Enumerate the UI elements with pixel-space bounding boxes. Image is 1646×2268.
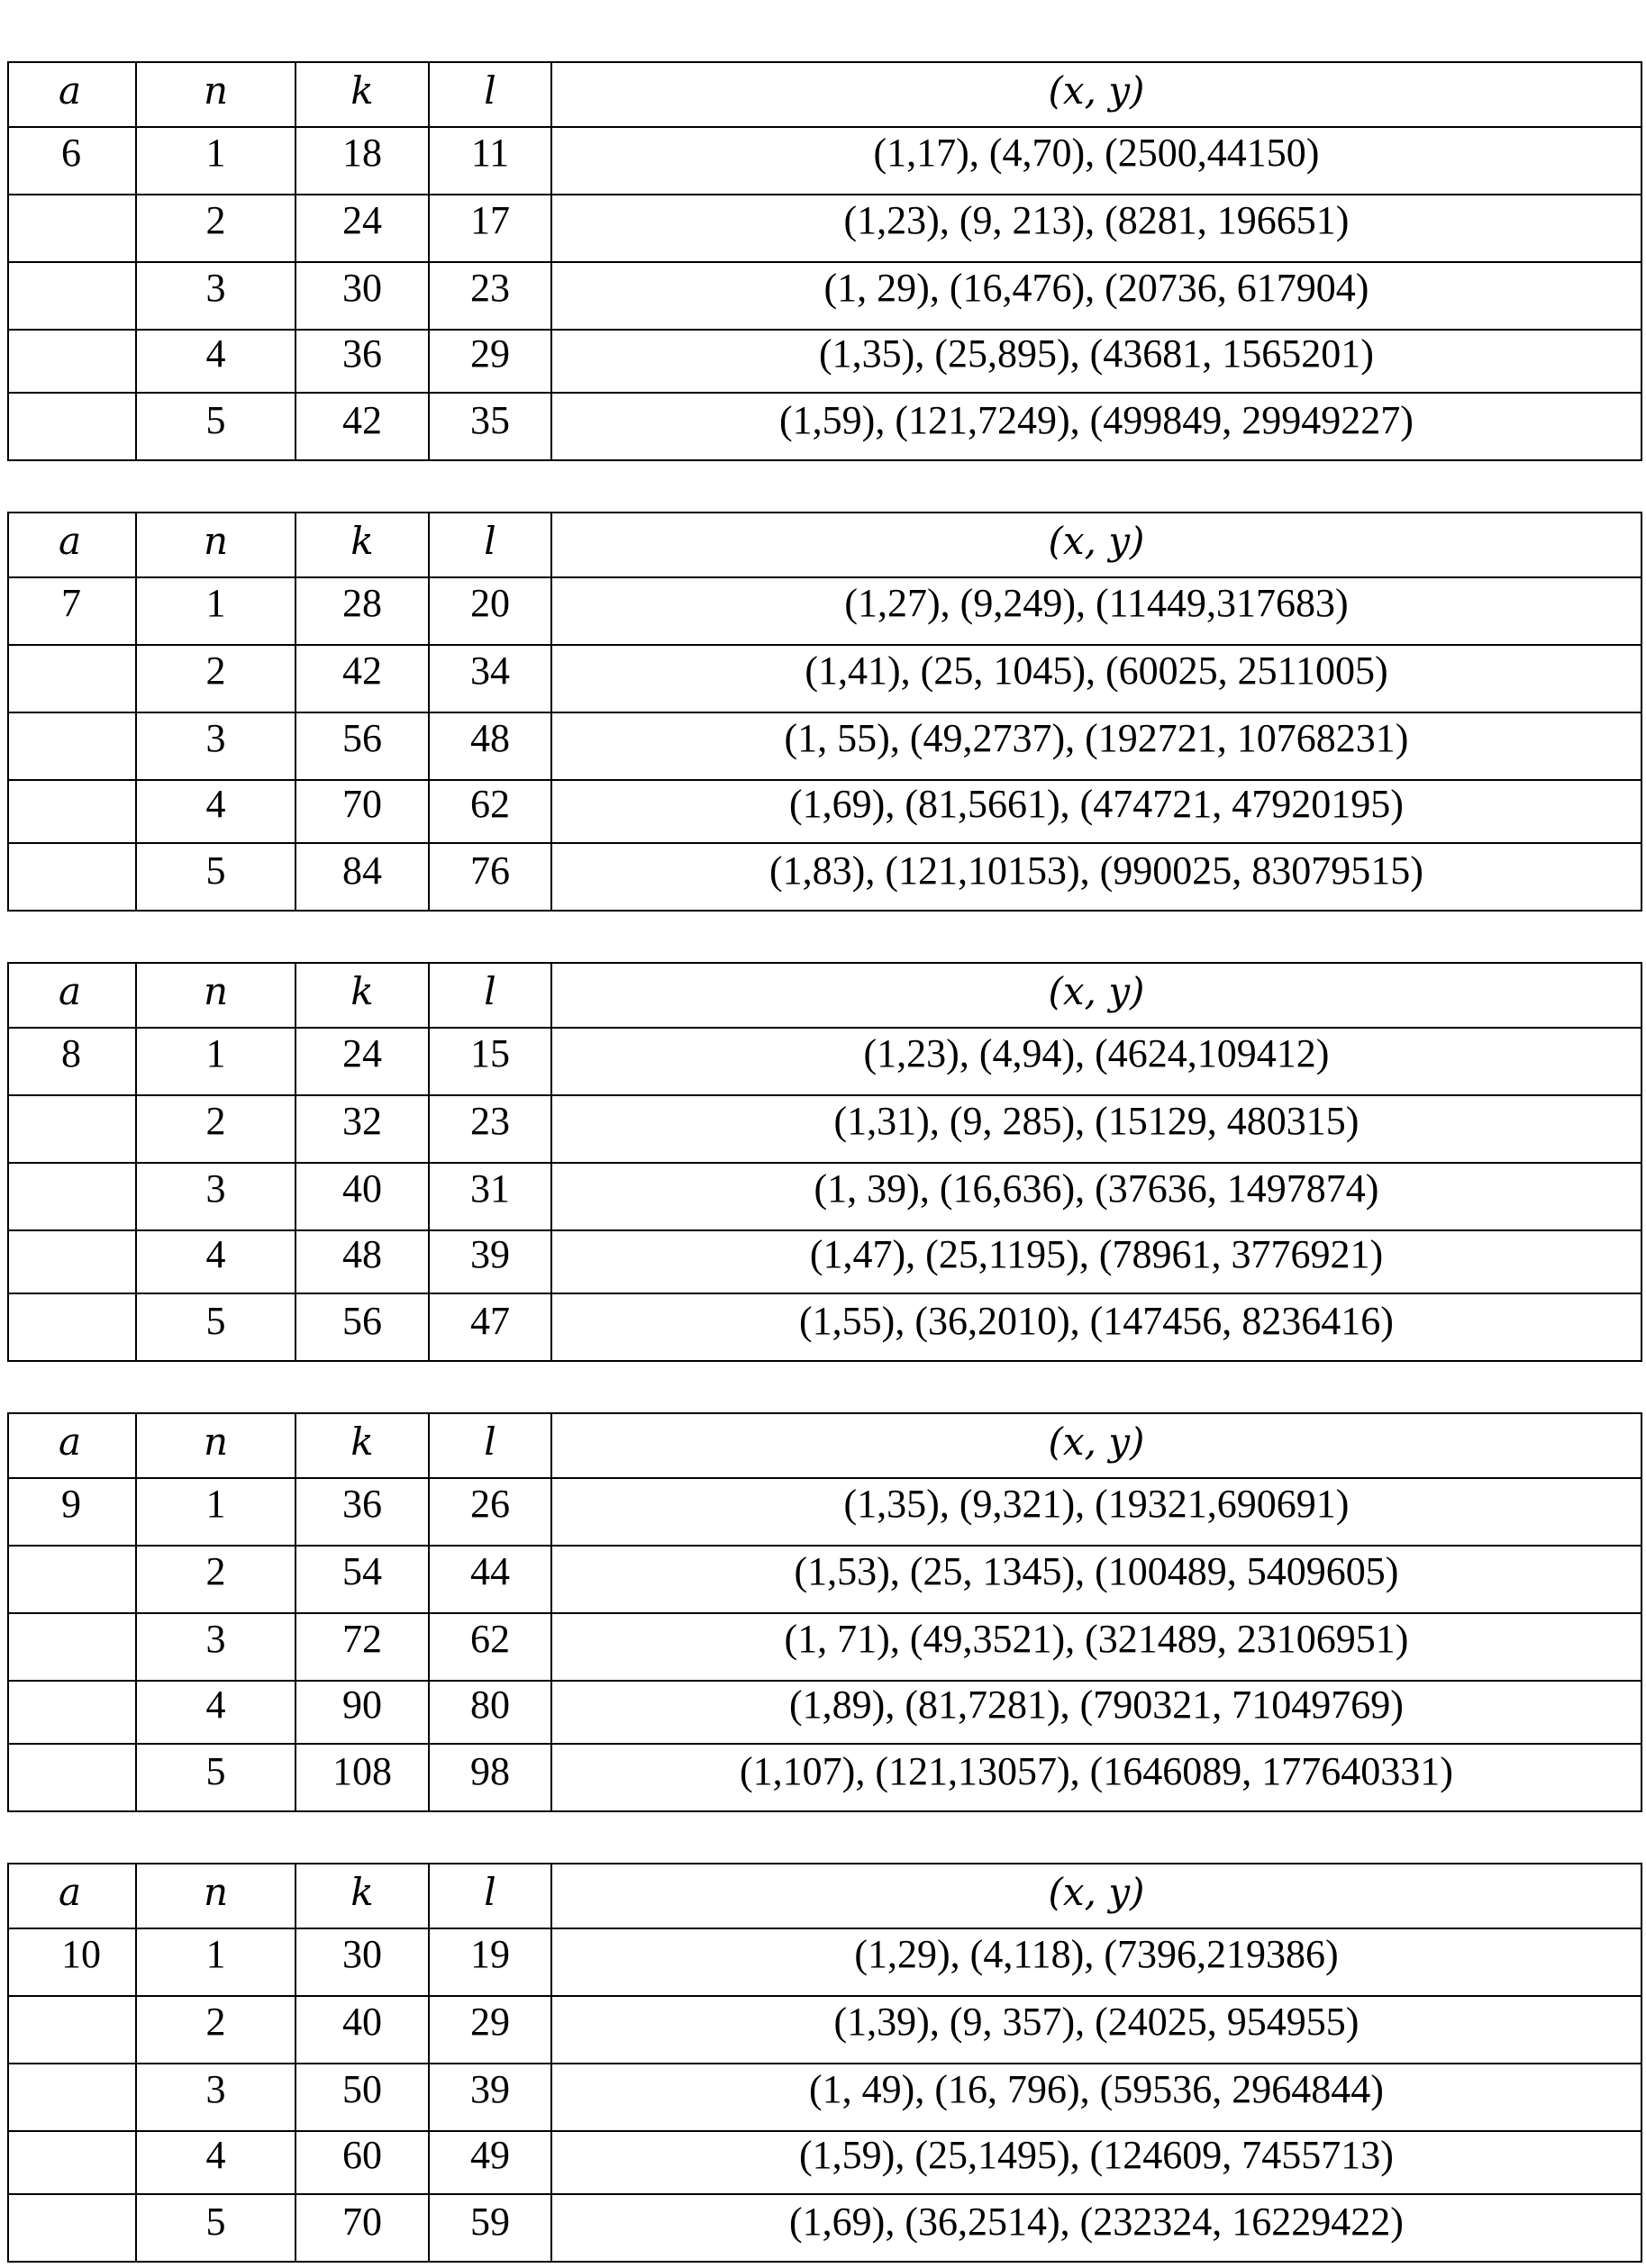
xy-value: (1,27), (9,249), (11449,317683) bbox=[551, 577, 1641, 645]
n-value: 3 bbox=[136, 2064, 296, 2131]
k-value: 18 bbox=[296, 127, 429, 195]
table-row bbox=[8, 1028, 1641, 1095]
k-value: 90 bbox=[296, 1681, 429, 1744]
l-value: 80 bbox=[429, 1681, 551, 1744]
xy-value: (1,89), (81,7281), (790321, 71049769) bbox=[551, 1681, 1641, 1744]
a-value: 7 bbox=[8, 577, 136, 645]
k-value: 56 bbox=[296, 712, 429, 780]
header-n: n bbox=[136, 1864, 296, 1928]
table-row bbox=[8, 262, 1641, 330]
a-empty bbox=[8, 1230, 136, 1293]
xy-value: (1,69), (36,2514), (232324, 16229422) bbox=[551, 2194, 1641, 2262]
n-value: 5 bbox=[136, 393, 296, 460]
k-value: 48 bbox=[296, 1230, 429, 1293]
l-value: 47 bbox=[429, 1293, 551, 1361]
n-value: 2 bbox=[136, 645, 296, 712]
a-empty bbox=[8, 1613, 136, 1681]
table-row bbox=[8, 843, 1641, 911]
l-value: 15 bbox=[429, 1028, 551, 1095]
header-n: n bbox=[136, 513, 296, 577]
n-value: 4 bbox=[136, 2131, 296, 2194]
table-row bbox=[8, 1095, 1641, 1163]
n-value: 3 bbox=[136, 262, 296, 330]
l-value: 29 bbox=[429, 1996, 551, 2064]
a-value: 10 bbox=[8, 1928, 136, 1996]
l-value: 49 bbox=[429, 2131, 551, 2194]
k-value: 84 bbox=[296, 843, 429, 911]
l-value: 19 bbox=[429, 1928, 551, 1996]
a-empty bbox=[8, 1744, 136, 1811]
k-value: 54 bbox=[296, 1546, 429, 1613]
k-value: 70 bbox=[296, 780, 429, 843]
header-k: k bbox=[296, 1413, 429, 1478]
table-row bbox=[8, 1293, 1641, 1361]
table-row bbox=[8, 1478, 1641, 1546]
n-value: 3 bbox=[136, 712, 296, 780]
a-empty bbox=[8, 2064, 136, 2131]
l-value: 48 bbox=[429, 712, 551, 780]
solutions-table-a7 bbox=[7, 512, 1642, 912]
k-value: 72 bbox=[296, 1613, 429, 1681]
a-empty bbox=[8, 1546, 136, 1613]
l-value: 23 bbox=[429, 1095, 551, 1163]
l-value: 23 bbox=[429, 262, 551, 330]
a-empty bbox=[8, 1996, 136, 2064]
header-k: k bbox=[296, 513, 429, 577]
a-empty bbox=[8, 2194, 136, 2262]
header-row bbox=[8, 62, 1641, 127]
xy-value: (1,59), (121,7249), (499849, 29949227) bbox=[551, 393, 1641, 460]
n-value: 3 bbox=[136, 1613, 296, 1681]
solutions-table-a6 bbox=[7, 61, 1642, 461]
k-value: 28 bbox=[296, 577, 429, 645]
header-a: a bbox=[8, 62, 136, 127]
k-value: 24 bbox=[296, 195, 429, 262]
n-value: 2 bbox=[136, 1546, 296, 1613]
n-value: 5 bbox=[136, 2194, 296, 2262]
header-k: k bbox=[296, 1864, 429, 1928]
header-a: a bbox=[8, 1864, 136, 1928]
k-value: 108 bbox=[296, 1744, 429, 1811]
l-value: 44 bbox=[429, 1546, 551, 1613]
xy-value: (1,107), (121,13057), (1646089, 177640331) bbox=[551, 1744, 1641, 1811]
xy-value: (1,83), (121,10153), (990025, 83079515) bbox=[551, 843, 1641, 911]
l-value: 62 bbox=[429, 1613, 551, 1681]
l-value: 35 bbox=[429, 393, 551, 460]
l-value: 29 bbox=[429, 330, 551, 393]
table-row bbox=[8, 1546, 1641, 1613]
table-row bbox=[8, 712, 1641, 780]
table-row bbox=[8, 577, 1641, 645]
table-row bbox=[8, 127, 1641, 195]
header-row bbox=[8, 963, 1641, 1028]
solutions-table-a10 bbox=[7, 1863, 1642, 2263]
k-value: 36 bbox=[296, 330, 429, 393]
a-empty bbox=[8, 1681, 136, 1744]
header-l: l bbox=[429, 62, 551, 127]
k-value: 42 bbox=[296, 393, 429, 460]
table-row bbox=[8, 330, 1641, 393]
solutions-table-a8 bbox=[7, 962, 1642, 1362]
header-xy: (x, y) bbox=[551, 62, 1641, 127]
table-row bbox=[8, 393, 1641, 460]
l-value: 39 bbox=[429, 2064, 551, 2131]
table-row bbox=[8, 1928, 1641, 1996]
header-a: a bbox=[8, 513, 136, 577]
n-value: 1 bbox=[136, 1478, 296, 1546]
k-value: 42 bbox=[296, 645, 429, 712]
xy-value: (1, 71), (49,3521), (321489, 23106951) bbox=[551, 1613, 1641, 1681]
table-row bbox=[8, 1230, 1641, 1293]
xy-value: (1,35), (25,895), (43681, 1565201) bbox=[551, 330, 1641, 393]
l-value: 59 bbox=[429, 2194, 551, 2262]
n-value: 3 bbox=[136, 1163, 296, 1230]
xy-value: (1,59), (25,1495), (124609, 7455713) bbox=[551, 2131, 1641, 2194]
l-value: 26 bbox=[429, 1478, 551, 1546]
a-empty bbox=[8, 262, 136, 330]
xy-value: (1,39), (9, 357), (24025, 954955) bbox=[551, 1996, 1641, 2064]
a-empty bbox=[8, 330, 136, 393]
table-row bbox=[8, 645, 1641, 712]
table-row bbox=[8, 2194, 1641, 2262]
header-row bbox=[8, 1413, 1641, 1478]
n-value: 4 bbox=[136, 330, 296, 393]
xy-value: (1,55), (36,2010), (147456, 8236416) bbox=[551, 1293, 1641, 1361]
a-value: 9 bbox=[8, 1478, 136, 1546]
xy-value: (1,53), (25, 1345), (100489, 5409605) bbox=[551, 1546, 1641, 1613]
xy-value: (1, 29), (16,476), (20736, 617904) bbox=[551, 262, 1641, 330]
xy-value: (1,69), (81,5661), (474721, 47920195) bbox=[551, 780, 1641, 843]
l-value: 98 bbox=[429, 1744, 551, 1811]
k-value: 32 bbox=[296, 1095, 429, 1163]
a-empty bbox=[8, 2131, 136, 2194]
header-a: a bbox=[8, 1413, 136, 1478]
a-empty bbox=[8, 645, 136, 712]
l-value: 17 bbox=[429, 195, 551, 262]
l-value: 20 bbox=[429, 577, 551, 645]
n-value: 4 bbox=[136, 1230, 296, 1293]
table-row bbox=[8, 1744, 1641, 1811]
table-row bbox=[8, 1613, 1641, 1681]
header-n: n bbox=[136, 62, 296, 127]
xy-value: (1,29), (4,118), (7396,219386) bbox=[551, 1928, 1641, 1996]
k-value: 50 bbox=[296, 2064, 429, 2131]
k-value: 40 bbox=[296, 1163, 429, 1230]
n-value: 4 bbox=[136, 780, 296, 843]
l-value: 31 bbox=[429, 1163, 551, 1230]
header-k: k bbox=[296, 62, 429, 127]
xy-value: (1,17), (4,70), (2500,44150) bbox=[551, 127, 1641, 195]
header-l: l bbox=[429, 963, 551, 1028]
header-xy: (x, y) bbox=[551, 963, 1641, 1028]
table-row bbox=[8, 1163, 1641, 1230]
n-value: 1 bbox=[136, 127, 296, 195]
xy-value: (1, 39), (16,636), (37636, 1497874) bbox=[551, 1163, 1641, 1230]
n-value: 1 bbox=[136, 577, 296, 645]
xy-value: (1,41), (25, 1045), (60025, 2511005) bbox=[551, 645, 1641, 712]
n-value: 1 bbox=[136, 1028, 296, 1095]
header-k: k bbox=[296, 963, 429, 1028]
l-value: 76 bbox=[429, 843, 551, 911]
a-value: 6 bbox=[8, 127, 136, 195]
a-empty bbox=[8, 1095, 136, 1163]
a-empty bbox=[8, 780, 136, 843]
n-value: 2 bbox=[136, 1095, 296, 1163]
a-empty bbox=[8, 712, 136, 780]
table-row bbox=[8, 780, 1641, 843]
xy-value: (1, 55), (49,2737), (192721, 10768231) bbox=[551, 712, 1641, 780]
header-xy: (x, y) bbox=[551, 1413, 1641, 1478]
header-l: l bbox=[429, 513, 551, 577]
header-n: n bbox=[136, 1413, 296, 1478]
n-value: 2 bbox=[136, 195, 296, 262]
table-row bbox=[8, 2131, 1641, 2194]
header-xy: (x, y) bbox=[551, 1864, 1641, 1928]
n-value: 4 bbox=[136, 1681, 296, 1744]
k-value: 24 bbox=[296, 1028, 429, 1095]
xy-value: (1,47), (25,1195), (78961, 3776921) bbox=[551, 1230, 1641, 1293]
l-value: 11 bbox=[429, 127, 551, 195]
k-value: 36 bbox=[296, 1478, 429, 1546]
table-row bbox=[8, 1996, 1641, 2064]
header-n: n bbox=[136, 963, 296, 1028]
xy-value: (1,23), (4,94), (4624,109412) bbox=[551, 1028, 1641, 1095]
xy-value: (1, 49), (16, 796), (59536, 2964844) bbox=[551, 2064, 1641, 2131]
header-row bbox=[8, 1864, 1641, 1928]
l-value: 62 bbox=[429, 780, 551, 843]
xy-value: (1,31), (9, 285), (15129, 480315) bbox=[551, 1095, 1641, 1163]
a-empty bbox=[8, 393, 136, 460]
a-empty bbox=[8, 1163, 136, 1230]
n-value: 5 bbox=[136, 1293, 296, 1361]
n-value: 5 bbox=[136, 843, 296, 911]
k-value: 70 bbox=[296, 2194, 429, 2262]
xy-value: (1,23), (9, 213), (8281, 196651) bbox=[551, 195, 1641, 262]
table-row bbox=[8, 1681, 1641, 1744]
table-row bbox=[8, 195, 1641, 262]
a-empty bbox=[8, 195, 136, 262]
n-value: 5 bbox=[136, 1744, 296, 1811]
header-xy: (x, y) bbox=[551, 513, 1641, 577]
l-value: 34 bbox=[429, 645, 551, 712]
n-value: 2 bbox=[136, 1996, 296, 2064]
header-row bbox=[8, 513, 1641, 577]
n-value: 1 bbox=[136, 1928, 296, 1996]
header-l: l bbox=[429, 1413, 551, 1478]
a-empty bbox=[8, 1293, 136, 1361]
solutions-table-a9 bbox=[7, 1412, 1642, 1812]
header-l: l bbox=[429, 1864, 551, 1928]
k-value: 56 bbox=[296, 1293, 429, 1361]
k-value: 40 bbox=[296, 1996, 429, 2064]
l-value: 39 bbox=[429, 1230, 551, 1293]
k-value: 60 bbox=[296, 2131, 429, 2194]
xy-value: (1,35), (9,321), (19321,690691) bbox=[551, 1478, 1641, 1546]
k-value: 30 bbox=[296, 1928, 429, 1996]
table-row bbox=[8, 2064, 1641, 2131]
a-value: 8 bbox=[8, 1028, 136, 1095]
header-a: a bbox=[8, 963, 136, 1028]
a-empty bbox=[8, 843, 136, 911]
k-value: 30 bbox=[296, 262, 429, 330]
